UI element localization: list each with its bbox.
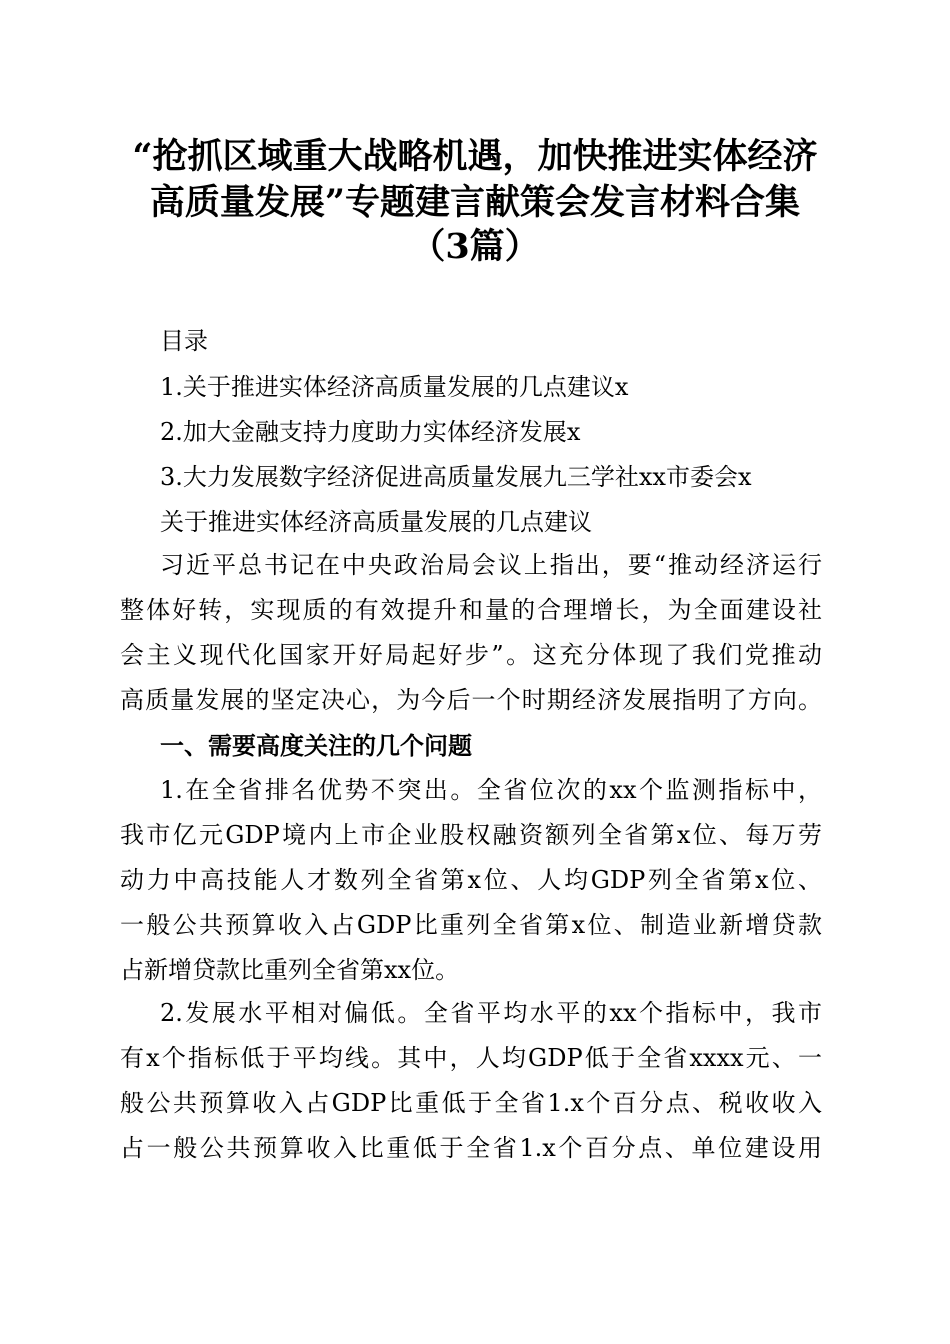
toc-label: 目录 bbox=[160, 327, 208, 355]
document-title-line-2: 高质量发展”专题建言献策会发言材料合集 bbox=[149, 182, 801, 223]
toc-item-3: 3.大力发展数字经济促进高质量发展九三学社xx市委会x bbox=[160, 463, 752, 491]
point1-line-1: 1.在全省排名优势不突出。全省位次的xx个监测指标中， bbox=[160, 776, 822, 804]
intro-line-2: 整体好转，实现质的有效提升和量的合理增长，为全面建设社 bbox=[120, 596, 822, 624]
intro-line-3: 会主义现代化国家开好局起好步”。这充分体现了我们党推动 bbox=[120, 641, 822, 669]
point1-line-3: 动力中高技能人才数列全省第x位、人均GDP列全省第x位、 bbox=[120, 866, 822, 894]
point1-line-5: 占新增贷款比重列全省第xx位。 bbox=[120, 956, 460, 984]
toc-item-1: 1.关于推进实体经济高质量发展的几点建议x bbox=[160, 373, 629, 401]
intro-line-1: 习近平总书记在中央政治局会议上指出，要“推动经济运行 bbox=[160, 551, 822, 579]
point2-line-4: 占一般公共预算收入比重低于全省1.x个百分点、单位建设用 bbox=[120, 1134, 822, 1162]
toc-item-2: 2.加大金融支持力度助力实体经济发展x bbox=[160, 418, 581, 446]
article-subtitle: 关于推进实体经济高质量发展的几点建议 bbox=[160, 508, 592, 536]
document-title-line-1: “抢抓区域重大战略机遇，加快推进实体经济 bbox=[132, 136, 818, 177]
point1-line-4: 一般公共预算收入占GDP比重列全省第x位、制造业新增贷款 bbox=[120, 911, 822, 939]
point1-line-2: 我市亿元GDP境内上市企业股权融资额列全省第x位、每万劳 bbox=[120, 821, 822, 849]
section-heading: 一、需要高度关注的几个问题 bbox=[160, 732, 472, 760]
intro-line-4: 高质量发展的坚定决心，为今后一个时期经济发展指明了方向。 bbox=[120, 686, 822, 714]
document-title-line-3: （3篇） bbox=[410, 226, 540, 267]
point2-line-3: 般公共预算收入占GDP比重低于全省1.x个百分点、税收收入 bbox=[120, 1089, 822, 1117]
point2-line-1: 2.发展水平相对偏低。全省平均水平的xx个指标中，我市 bbox=[160, 999, 822, 1027]
point2-line-2: 有x个指标低于平均线。其中，人均GDP低于全省xxxx元、一 bbox=[120, 1044, 822, 1072]
